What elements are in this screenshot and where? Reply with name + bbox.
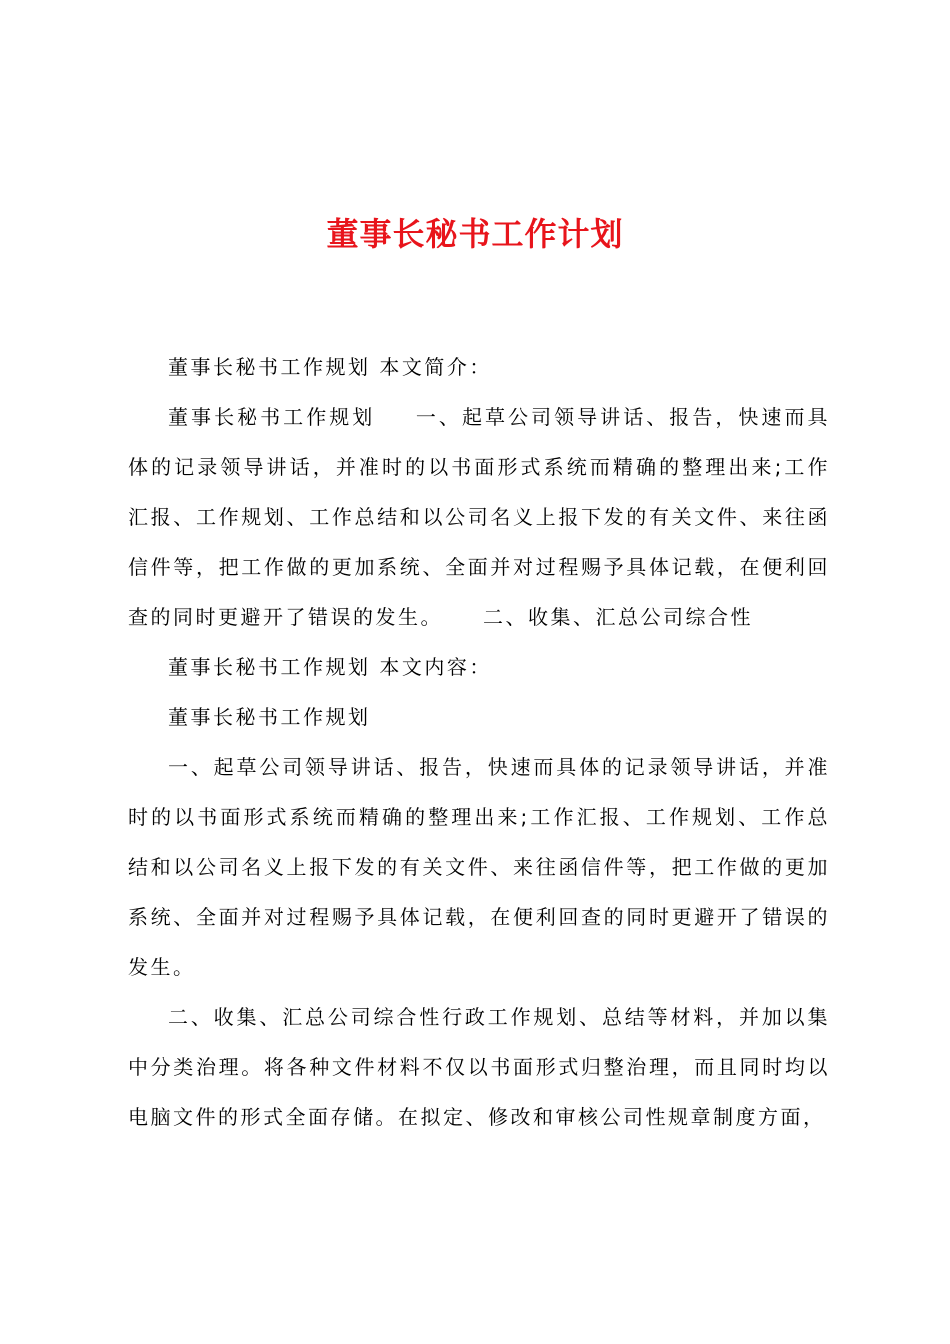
content-paragraph-1: 一、起草公司领导讲话、报告，快速而具体的记录领导讲话，并准时的以书面形式系统而精确的整理出来;工作汇报、工作规划、工作总结和以公司名义上报下发的有关文件、来往函信件等，把工作做的更加系统、全面并对过程赐予具体记载，在便利回查的同时更避开了错误的发生。: [128, 755, 830, 979]
summary-heading: 董事长秘书工作规划: [168, 405, 376, 429]
content-paragraph-2: 二、收集、汇总公司综合性行政工作规划、总结等材料，并加以集中分类治理。将各种文件材料不仅以书面形式归整治理，而且同时均以电脑文件的形式全面存储。在拟定、修改和审核公司性规章制度方面，: [128, 1005, 830, 1129]
content-label: 董事长秘书工作规划 本文内容：: [168, 655, 492, 679]
summary-label: 董事长秘书工作规划 本文简介：: [168, 355, 492, 379]
document-title: 董事长秘书工作计划: [326, 215, 624, 253]
summary-text-tail: 二、收集、汇总公司综合性: [483, 605, 753, 629]
summary-text: 一、起草公司领导讲话、报告，快速而具体的记录领导讲话，并准时的以书面形式系统而精确的整理出来;工作汇报、工作规划、工作总结和以公司名义上报下发的有关文件、来往函信件等，把工作做的更加系统、全面并对过程赐予具体记载，在便利回查的同时更避开了错误的发生。: [128, 405, 831, 629]
content-heading: 董事长秘书工作规划: [168, 705, 371, 729]
document-body: [128, 342, 830, 1142]
summary-paragraph: [128, 392, 830, 642]
